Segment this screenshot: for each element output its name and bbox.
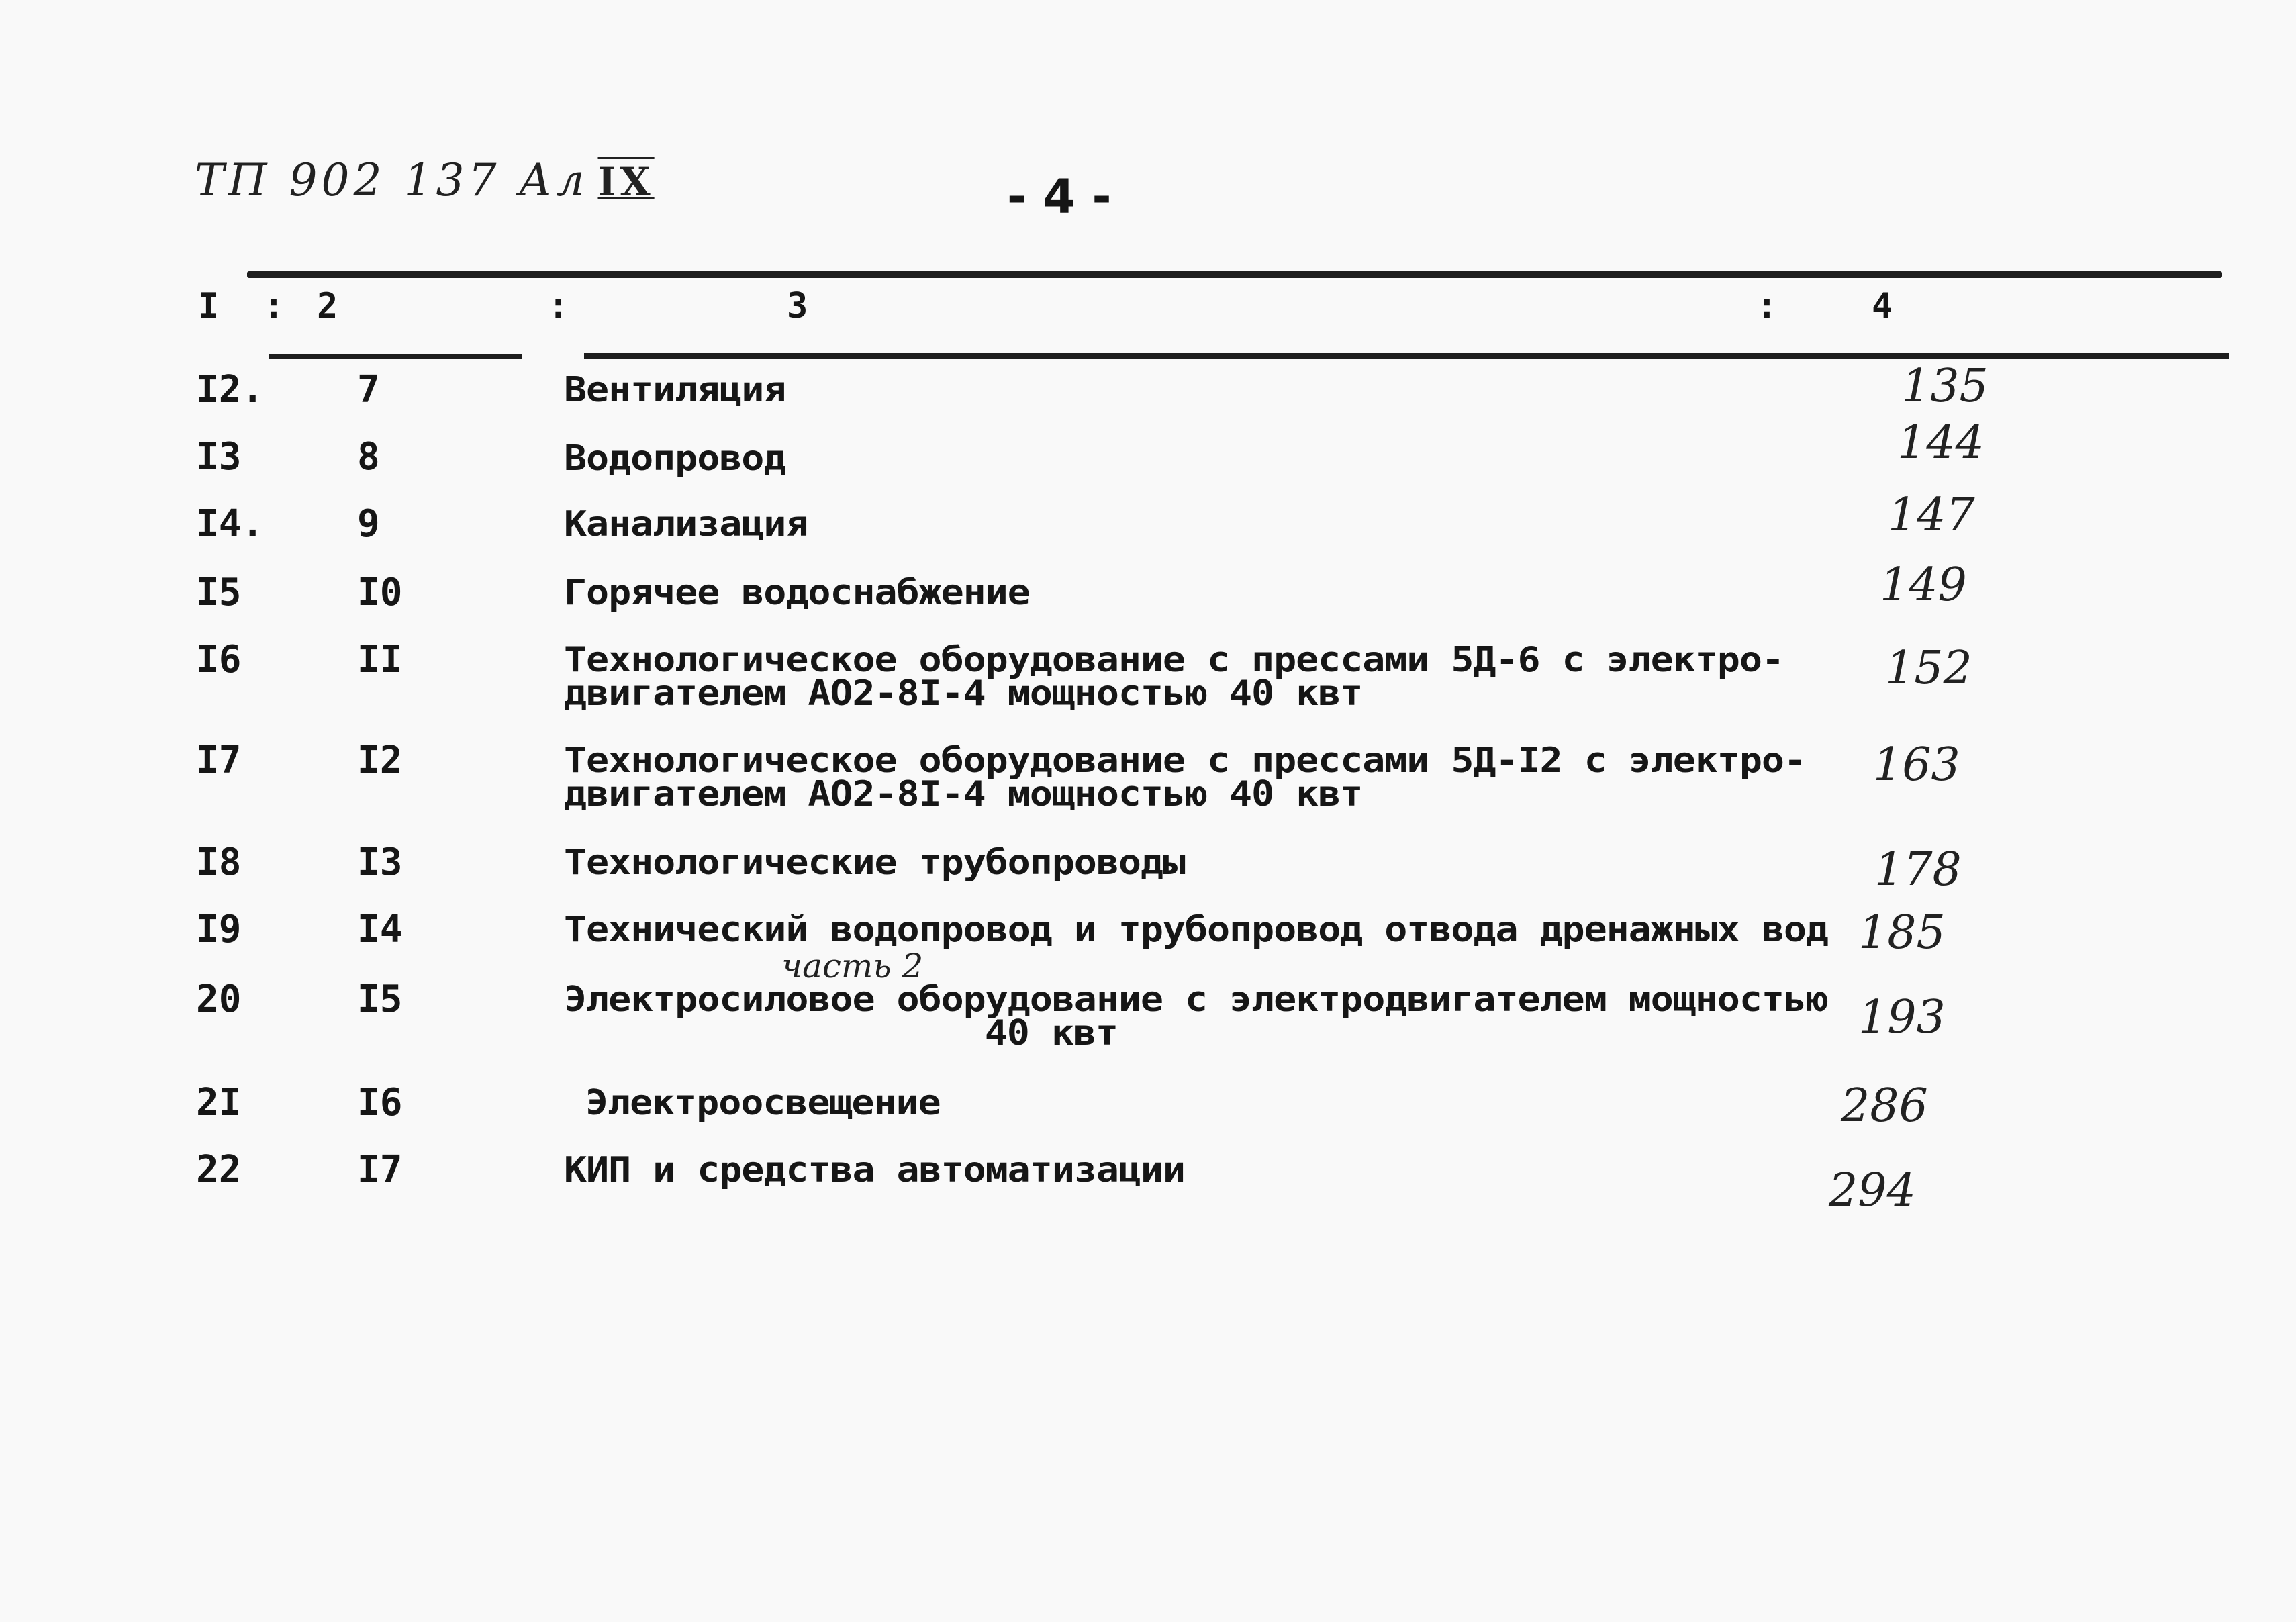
table-row-page: 185	[1858, 906, 1946, 959]
table-row-title-line1: Водопровод	[564, 438, 786, 479]
table-row-title-line1: Электроосвещение	[585, 1083, 941, 1123]
column-separator-3: :	[1756, 286, 1778, 326]
column-separator-1: :	[263, 286, 285, 326]
table-row-title	[564, 640, 1859, 714]
document-code	[195, 154, 655, 206]
table-row-title	[564, 370, 1859, 410]
table-row-title-line2: двигателем АО2-8I-4 мощностью 40 квт	[564, 673, 1363, 714]
table-row-page: 294	[1829, 1164, 1916, 1217]
table-row-number: I9	[196, 908, 242, 951]
table-row-page: 193	[1858, 991, 1946, 1044]
handwritten-note: часть 2	[781, 947, 924, 986]
table-row-title-line1: Технологические трубопроводы	[564, 843, 1185, 883]
table-row-number: I8	[196, 841, 242, 884]
table-row-section: 7	[357, 368, 380, 412]
table-row-title	[564, 741, 1859, 814]
table-row-page: 135	[1901, 360, 1989, 413]
page-number: - 4 -	[1007, 169, 1112, 224]
column-heading-1: I	[198, 286, 220, 326]
column-separator-2: :	[548, 286, 569, 326]
table-row-page: 178	[1874, 843, 1962, 896]
volume-roman-numeral: IX	[597, 159, 655, 205]
table-row-section: 8	[357, 435, 380, 479]
table-row-title	[564, 504, 1859, 544]
table-row-title-line1: Горячее водоснабжение	[564, 573, 1030, 613]
table-row-title-line1: Технический водопровод и трубопровод отвода дренажных вод	[564, 910, 1828, 950]
table-row-title	[564, 980, 1859, 1053]
table-row-number: 2I	[196, 1081, 242, 1125]
table-row-page: 163	[1873, 738, 1960, 792]
table-row-section: I3	[357, 841, 403, 884]
table-row-page: 286	[1841, 1080, 1928, 1133]
table-row-section: I0	[357, 571, 403, 614]
table-row-section: I2	[357, 738, 403, 782]
table-row-page: 149	[1880, 559, 1967, 612]
table-row-title	[564, 1150, 1859, 1190]
table-row-title-line1: Технологическое оборудование с прессами 5Д-I2 с электро-	[564, 741, 1806, 781]
table-header-rule-left	[269, 354, 522, 359]
table-row-title	[564, 438, 1859, 479]
table-row-number: I2.	[196, 368, 265, 412]
table-row-section: I6	[357, 1081, 403, 1125]
table-row-section: II	[357, 638, 403, 681]
table-header-rule-right	[584, 353, 2229, 359]
table-row-page: 152	[1885, 642, 1972, 695]
table-row-number: I5	[196, 571, 242, 614]
table-row-title	[564, 910, 1859, 950]
table-row-title-line1: Электросиловое оборудование с электродвигателем мощностью	[564, 980, 1828, 1020]
table-row-page: 147	[1888, 489, 1975, 542]
table-row-title	[564, 573, 1859, 613]
table-row-section: I7	[357, 1148, 403, 1192]
table-row-section: 9	[357, 502, 380, 546]
table-row-title	[564, 843, 1859, 883]
table-row-title-line1: КИП и средства автоматизации	[564, 1150, 1185, 1190]
table-row-section: I5	[357, 977, 403, 1021]
column-heading-4: 4	[1872, 286, 1893, 326]
column-heading-3: 3	[787, 286, 808, 326]
table-row-title-line1: Канализация	[564, 504, 808, 544]
table-row-number: 22	[196, 1148, 242, 1192]
table-row-number: I3	[196, 435, 242, 479]
table-row-number: 20	[196, 977, 242, 1021]
table-row-title-line2: двигателем АО2-8I-4 мощностью 40 квт	[564, 774, 1363, 814]
table-row-number: I4.	[196, 502, 265, 546]
table-row-page: 144	[1897, 416, 1984, 469]
table-top-rule	[247, 271, 2222, 278]
table-row-title-line2: 40 квт	[984, 1013, 1118, 1053]
table-row-title-line1: Вентиляция	[564, 370, 786, 410]
table-row-title	[585, 1083, 1880, 1123]
table-row-number: I7	[196, 738, 242, 782]
table-row-section: I4	[357, 908, 403, 951]
table-row-title-line1: Технологическое оборудование с прессами 5Д-6 с электро-	[564, 640, 1784, 680]
column-heading-2: 2	[317, 286, 338, 326]
document-code-text: ТП 902 137 Ал	[195, 154, 589, 206]
table-row-number: I6	[196, 638, 242, 681]
